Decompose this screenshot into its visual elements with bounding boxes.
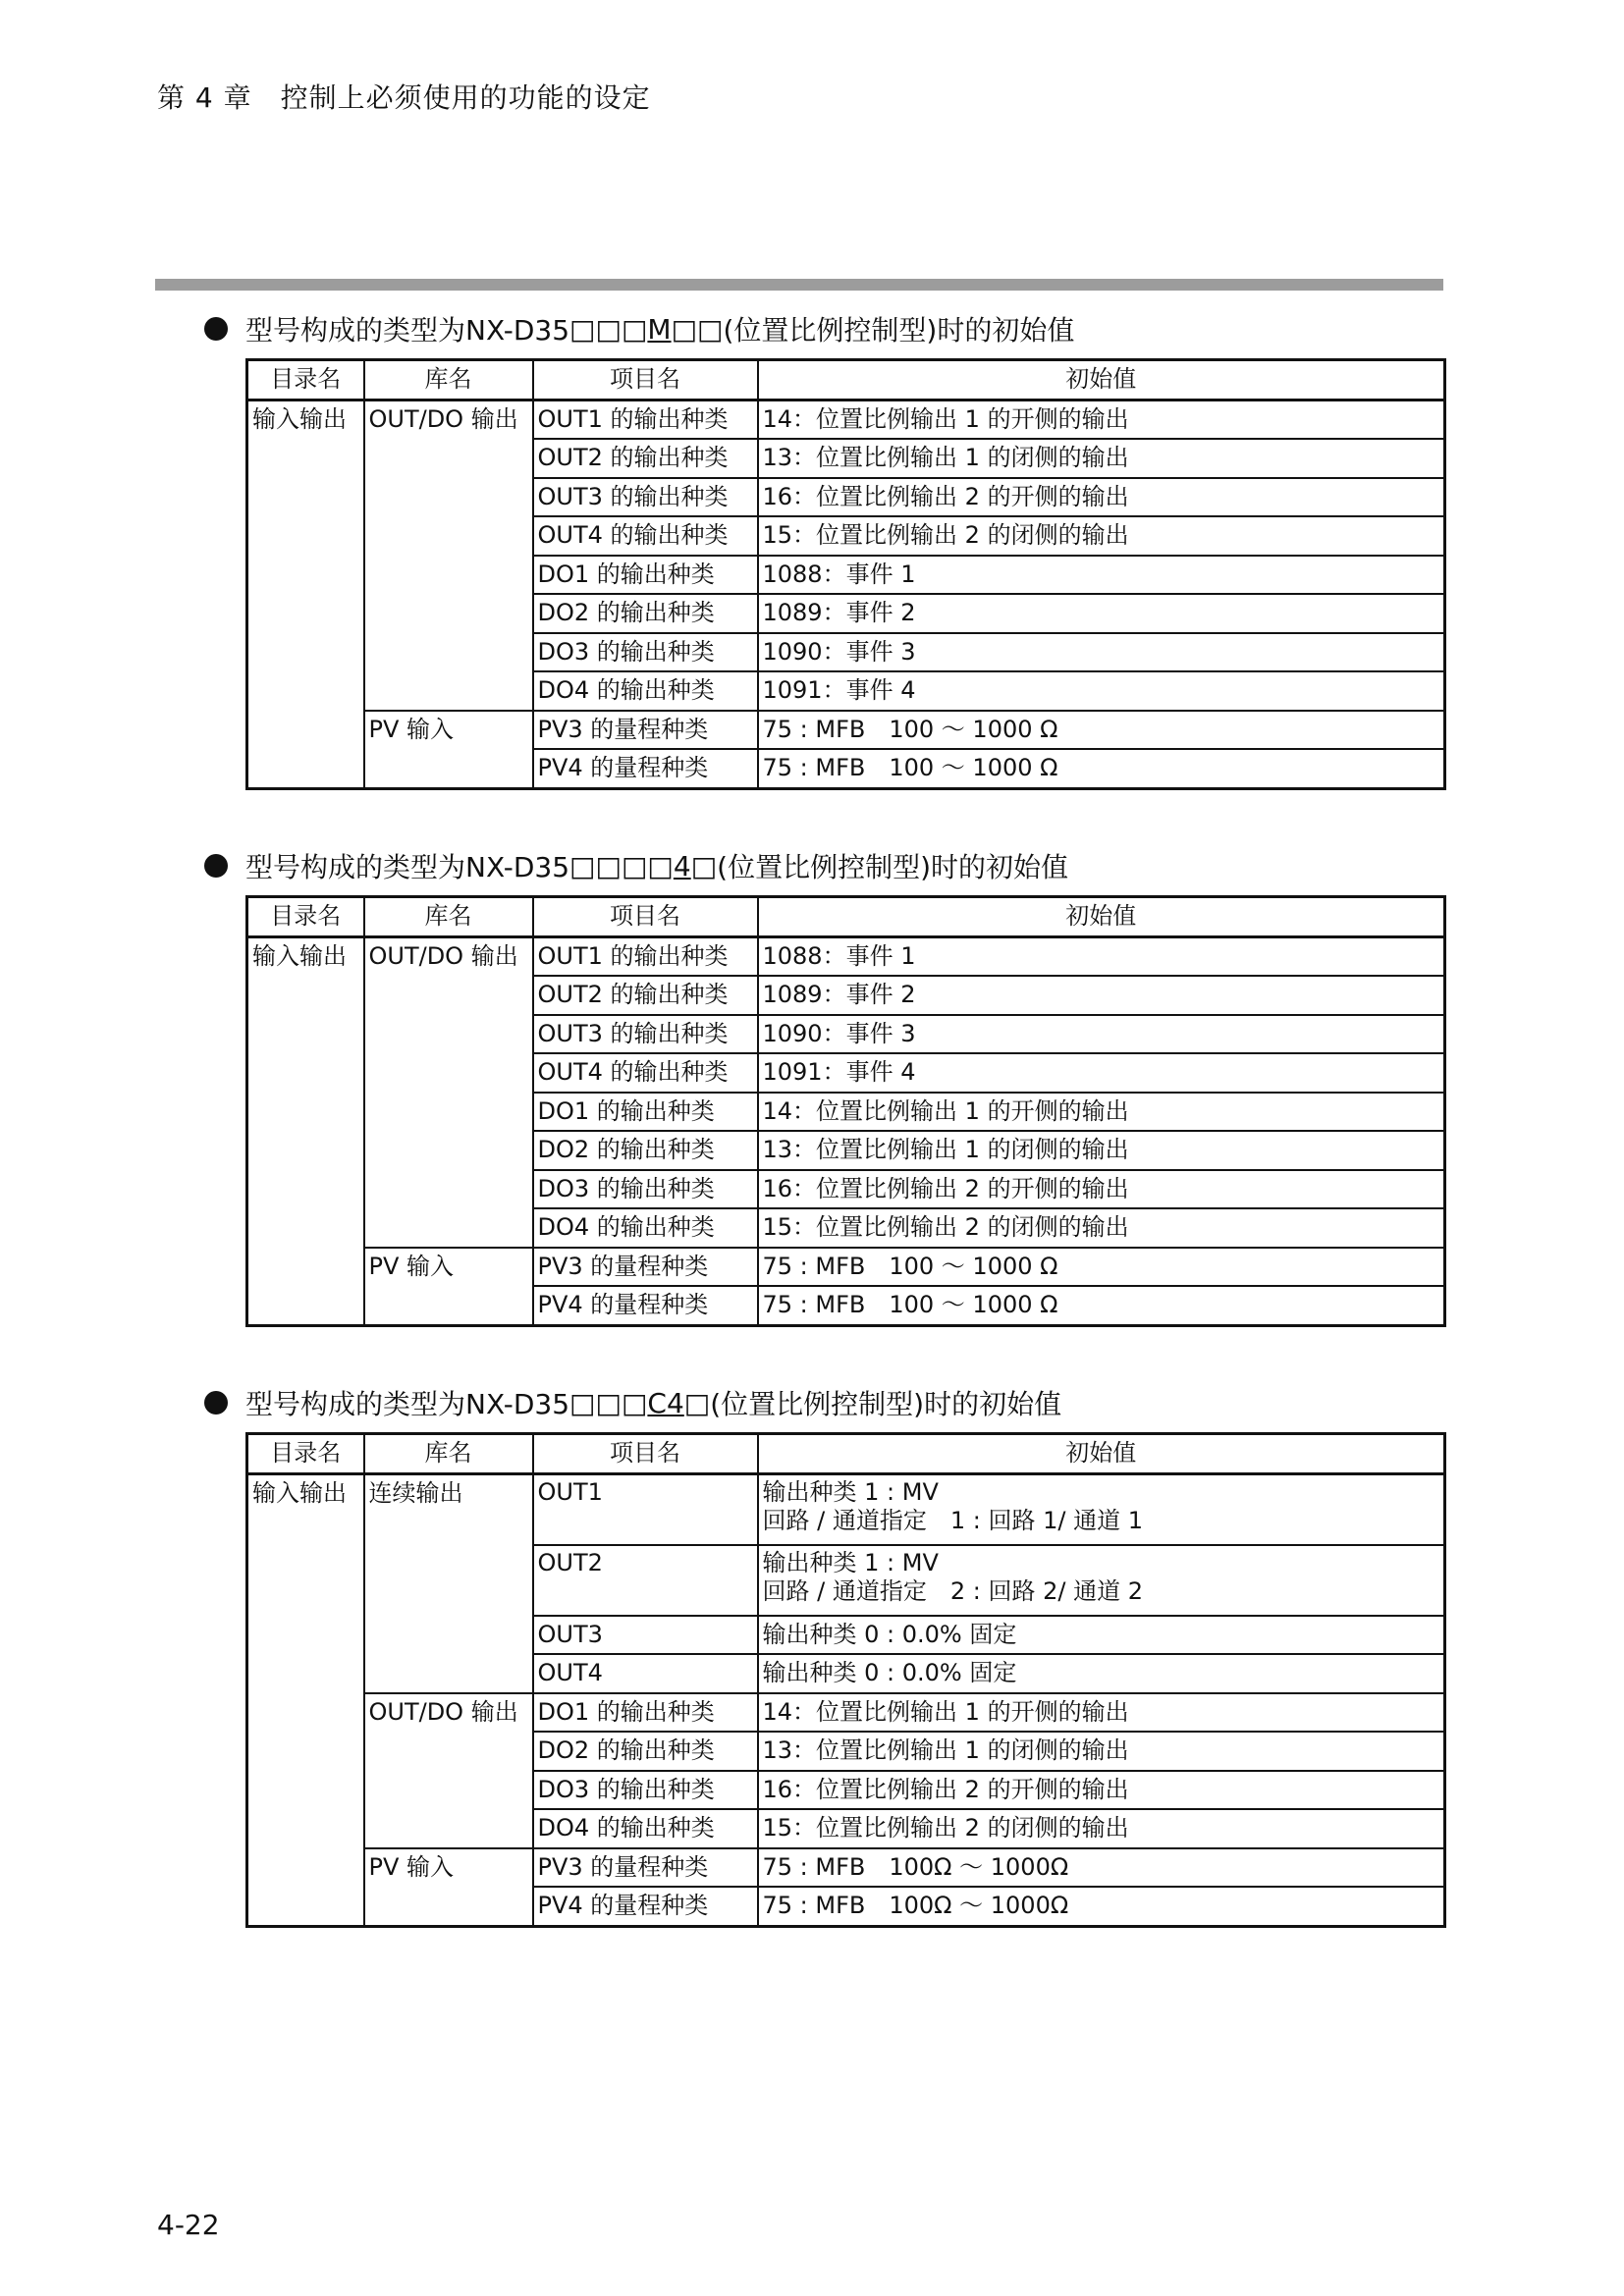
item-cell: OUT3 的输出种类 [533, 1015, 758, 1054]
directory-cell: 输入输出 [247, 400, 364, 788]
library-cell: OUT/DO 输出 [364, 400, 533, 711]
value-cell [758, 1473, 1445, 1545]
value-cell: 75 : MFB 100Ω ～ 1000Ω [758, 1848, 1445, 1888]
value-cell: 14：位置比例输出 1 的开侧的输出 [758, 1693, 1445, 1733]
title-prefix: 型号构成的类型为NX-D35 [245, 1388, 570, 1420]
page-number: 4-22 [157, 2209, 220, 2241]
value-cell: 输出种类 0 : 0.0% 固定 [758, 1616, 1445, 1655]
item-cell: DO3 的输出种类 [533, 1170, 758, 1209]
value-line: 输出种类 1 : MV [762, 1548, 939, 1576]
item-cell: OUT2 的输出种类 [533, 976, 758, 1015]
table-header-row [247, 1434, 1445, 1474]
value-cell: 13：位置比例输出 1 的闭侧的输出 [758, 439, 1445, 478]
bullet-icon [204, 1391, 228, 1415]
value-cell: 15：位置比例输出 2 的闭侧的输出 [758, 516, 1445, 556]
item-cell: OUT4 的输出种类 [533, 1053, 758, 1093]
title-code-a: □□□□ [569, 849, 674, 882]
directory-cell: 输入输出 [247, 936, 364, 1325]
item-cell: PV3 的量程种类 [533, 1848, 758, 1888]
item-cell: OUT3 [533, 1616, 758, 1655]
initial-values-table-2 [245, 895, 1446, 1327]
value-cell: 75 : MFB 100 ～ 1000 Ω [758, 711, 1445, 750]
chapter-heading: 第 4 章 控制上必须使用的功能的设定 [157, 81, 651, 114]
value-cell: 75 : MFB 100 ～ 1000 Ω [758, 1248, 1445, 1287]
library-cell: PV 输入 [364, 711, 533, 789]
header-initial-value: 初始值 [758, 897, 1445, 937]
value-cell: 1089：事件 2 [758, 976, 1445, 1015]
header-initial-value: 初始值 [758, 1434, 1445, 1474]
title-suffix: (位置比例控制型)时的初始值 [717, 851, 1069, 883]
item-cell: DO3 的输出种类 [533, 1771, 758, 1810]
item-cell: DO2 的输出种类 [533, 594, 758, 633]
table-row [247, 1848, 1445, 1888]
header-item: 项目名 [533, 1434, 758, 1474]
item-cell: PV3 的量程种类 [533, 711, 758, 750]
item-cell: DO4 的输出种类 [533, 671, 758, 711]
title-prefix: 型号构成的类型为NX-D35 [245, 851, 570, 883]
value-cell: 输出种类 0 : 0.0% 固定 [758, 1654, 1445, 1693]
title-code-a: □□□ [569, 312, 648, 346]
value-cell: 13：位置比例输出 1 的闭侧的输出 [758, 1732, 1445, 1771]
value-cell: 1088：事件 1 [758, 556, 1445, 595]
table-row [247, 400, 1445, 439]
value-cell: 14：位置比例输出 1 的开侧的输出 [758, 400, 1445, 439]
item-cell: OUT1 的输出种类 [533, 400, 758, 439]
table-row [247, 936, 1445, 976]
section-3-title [204, 1381, 1443, 1424]
value-cell: 75 : MFB 100Ω ～ 1000Ω [758, 1887, 1445, 1926]
title-code-b: M [647, 312, 672, 346]
title-code-c: □ [683, 1386, 711, 1419]
item-cell: DO1 的输出种类 [533, 556, 758, 595]
library-cell: PV 输入 [364, 1248, 533, 1326]
value-cell: 75 : MFB 100 ～ 1000 Ω [758, 1286, 1445, 1325]
title-prefix: 型号构成的类型为NX-D35 [245, 314, 570, 347]
section-divider [155, 279, 1443, 291]
item-cell: OUT1 的输出种类 [533, 936, 758, 976]
table-header-row [247, 897, 1445, 937]
item-cell: DO1 的输出种类 [533, 1093, 758, 1132]
section-2-title [204, 844, 1443, 887]
header-initial-value: 初始值 [758, 360, 1445, 400]
title-code-a: □□□ [569, 1386, 648, 1419]
item-cell: PV4 的量程种类 [533, 1286, 758, 1325]
value-line: 输出种类 1 : MV [762, 1477, 939, 1506]
value-cell: 1088：事件 1 [758, 936, 1445, 976]
item-cell: DO3 的输出种类 [533, 633, 758, 672]
section-1-title [204, 307, 1443, 350]
item-cell: OUT2 [533, 1545, 758, 1616]
value-cell: 75 : MFB 100 ～ 1000 Ω [758, 749, 1445, 788]
header-library: 库名 [364, 897, 533, 937]
value-cell: 1091：事件 4 [758, 1053, 1445, 1093]
header-item: 项目名 [533, 360, 758, 400]
item-cell: OUT2 的输出种类 [533, 439, 758, 478]
value-cell: 16：位置比例输出 2 的开侧的输出 [758, 478, 1445, 517]
table-row [247, 1473, 1445, 1545]
directory-cell: 输入输出 [247, 1473, 364, 1926]
item-cell: DO2 的输出种类 [533, 1131, 758, 1170]
value-cell: 16：位置比例输出 2 的开侧的输出 [758, 1771, 1445, 1810]
value-cell: 16：位置比例输出 2 的开侧的输出 [758, 1170, 1445, 1209]
item-cell: OUT3 的输出种类 [533, 478, 758, 517]
title-code-c: □□ [671, 312, 724, 346]
value-cell: 13：位置比例输出 1 的闭侧的输出 [758, 1131, 1445, 1170]
initial-values-table-1 [245, 358, 1446, 790]
library-cell: OUT/DO 输出 [364, 936, 533, 1248]
header-library: 库名 [364, 360, 533, 400]
item-cell: DO4 的输出种类 [533, 1809, 758, 1848]
value-cell: 1091：事件 4 [758, 671, 1445, 711]
title-code-c: □ [690, 849, 718, 882]
item-cell: OUT4 的输出种类 [533, 516, 758, 556]
library-cell: OUT/DO 输出 [364, 1693, 533, 1848]
value-cell [758, 1545, 1445, 1616]
table-header-row [247, 360, 1445, 400]
header-directory: 目录名 [247, 897, 364, 937]
title-suffix: (位置比例控制型)时的初始值 [710, 1388, 1062, 1420]
header-directory: 目录名 [247, 1434, 364, 1474]
section-2 [204, 844, 1443, 1318]
title-code-b: C4 [647, 1386, 684, 1419]
header-directory: 目录名 [247, 360, 364, 400]
section-3 [204, 1381, 1443, 1919]
section-1 [204, 307, 1443, 781]
value-cell: 1090：事件 3 [758, 1015, 1445, 1054]
value-cell: 1089：事件 2 [758, 594, 1445, 633]
table-row [247, 711, 1445, 750]
item-cell: OUT4 [533, 1654, 758, 1693]
value-cell: 14：位置比例输出 1 的开侧的输出 [758, 1093, 1445, 1132]
header-item: 项目名 [533, 897, 758, 937]
item-cell: DO2 的输出种类 [533, 1732, 758, 1771]
bullet-icon [204, 854, 228, 878]
table-row [247, 1248, 1445, 1287]
item-cell: DO4 的输出种类 [533, 1208, 758, 1248]
item-cell: DO1 的输出种类 [533, 1693, 758, 1733]
value-cell: 15：位置比例输出 2 的闭侧的输出 [758, 1809, 1445, 1848]
item-cell: OUT1 [533, 1473, 758, 1545]
library-cell: PV 输入 [364, 1848, 533, 1927]
header-library: 库名 [364, 1434, 533, 1474]
value-line: 回路 / 通道指定 1 : 回路 1/ 通道 1 [762, 1506, 1143, 1534]
bullet-icon [204, 317, 228, 341]
title-suffix: (位置比例控制型)时的初始值 [723, 314, 1075, 347]
value-cell: 1090：事件 3 [758, 633, 1445, 672]
table-row [247, 1693, 1445, 1733]
initial-values-table-3 [245, 1432, 1446, 1928]
item-cell: PV3 的量程种类 [533, 1248, 758, 1287]
title-code-b: 4 [673, 849, 691, 882]
value-line: 回路 / 通道指定 2 : 回路 2/ 通道 2 [762, 1576, 1143, 1605]
item-cell: PV4 的量程种类 [533, 1887, 758, 1926]
library-cell: 连续输出 [364, 1473, 533, 1693]
item-cell: PV4 的量程种类 [533, 749, 758, 788]
value-cell: 15：位置比例输出 2 的闭侧的输出 [758, 1208, 1445, 1248]
